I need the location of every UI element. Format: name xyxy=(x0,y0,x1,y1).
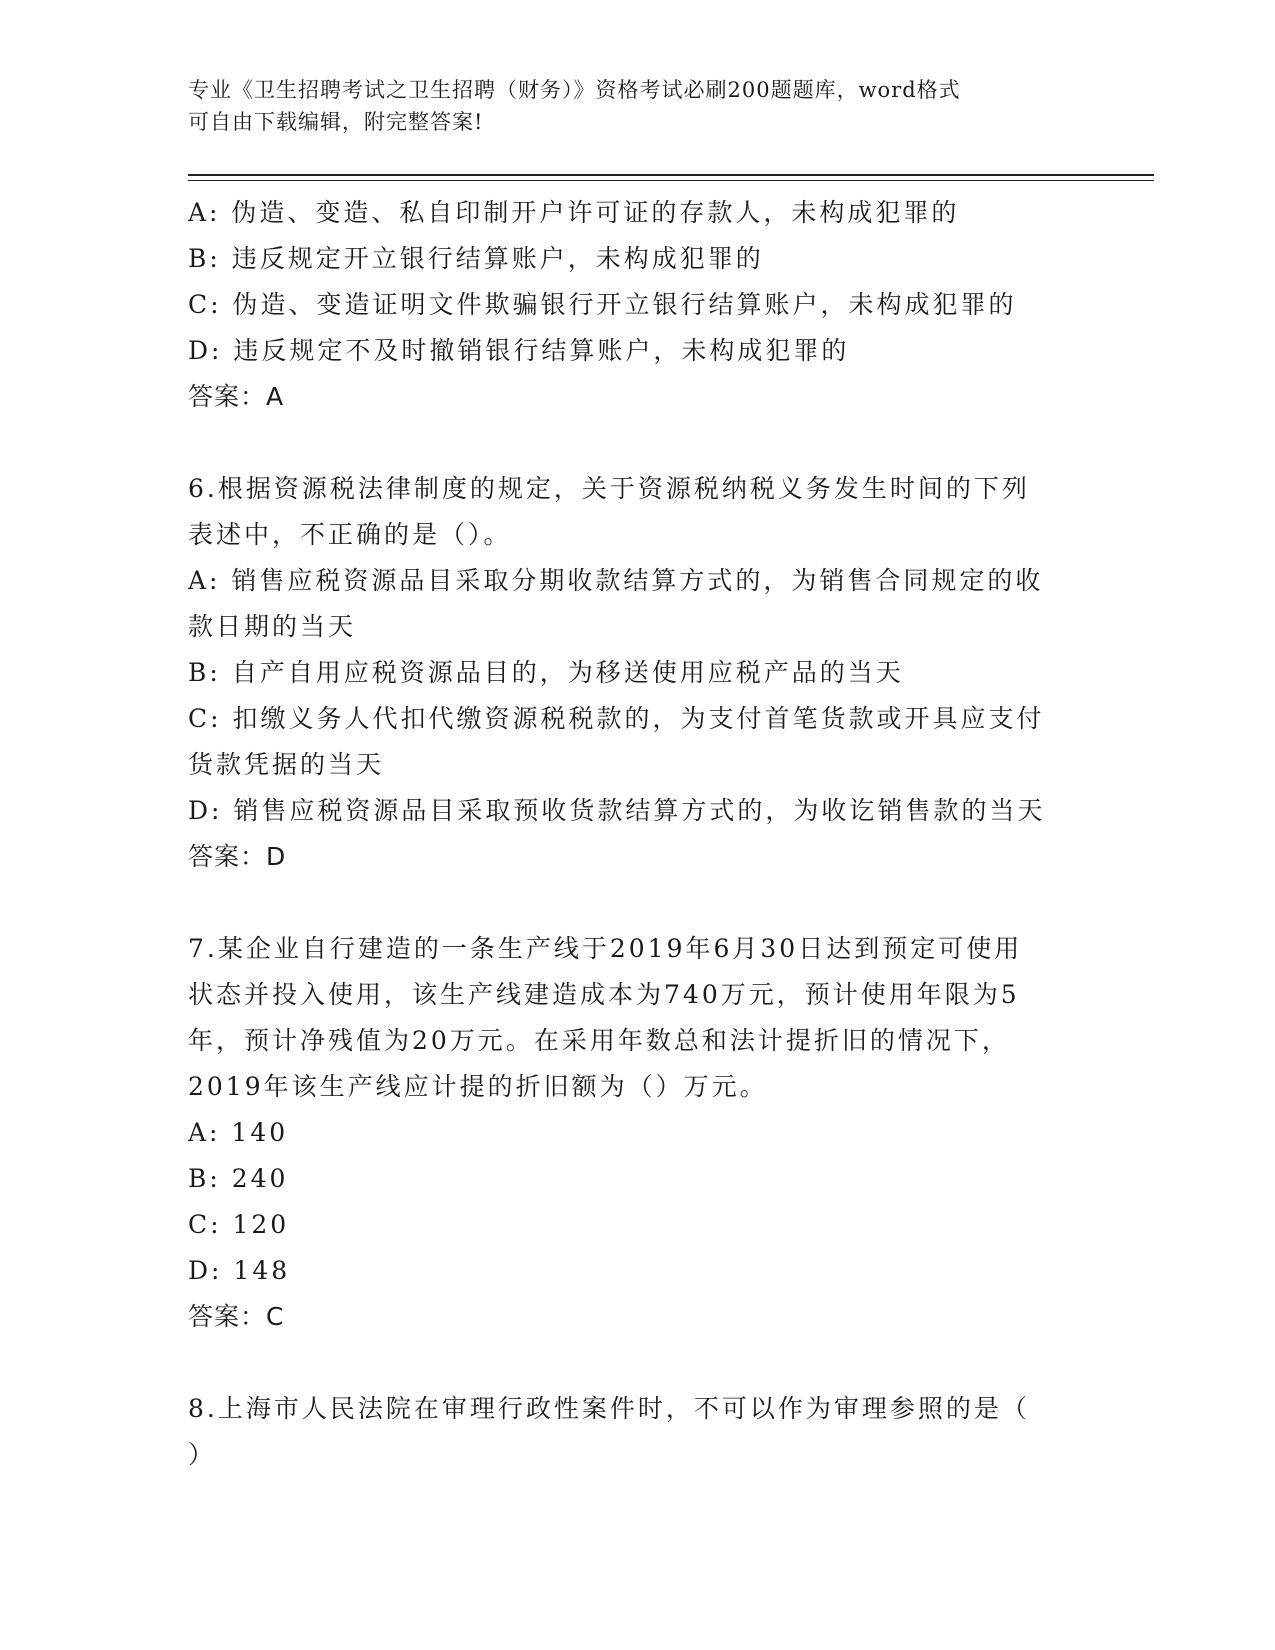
option-d: D: 销售应税资源品目采取预收货款结算方式的，为收讫销售款的当天 xyxy=(188,796,1046,825)
option-a-cont: 款日期的当天 xyxy=(188,612,357,641)
option-c-cont: 货款凭据的当天 xyxy=(188,750,385,779)
option-d: D: 148 xyxy=(188,1256,291,1285)
question-stem: 8.上海市人民法院在审理行政性案件时，不可以作为审理参照的是（ xyxy=(188,1394,1030,1423)
answer-line: 答案：D xyxy=(188,842,287,871)
question-stem: 状态并投入使用，该生产线建造成本为740万元，预计使用年限为5 xyxy=(188,980,1020,1009)
option-a: A: 140 xyxy=(188,1118,289,1147)
question-stem: 7.某企业自行建造的一条生产线于2019年6月30日达到预定可使用 xyxy=(188,934,1023,963)
spacer xyxy=(188,880,1088,926)
question-8 xyxy=(188,1386,1088,1478)
header-line: 可自由下载编辑，附完整答案! xyxy=(188,110,484,134)
question-6 xyxy=(188,466,1088,880)
answer-line: 答案：A xyxy=(188,382,285,411)
option-d: D: 违反规定不及时撤销银行结算账户，未构成犯罪的 xyxy=(188,336,850,365)
question-stem: 2019年该生产线应计提的折旧额为（）万元。 xyxy=(188,1072,768,1101)
option-c: C: 扣缴义务人代扣代缴资源税税款的，为支付首笔货款或开具应支付 xyxy=(188,704,1045,733)
spacer xyxy=(188,420,1088,466)
question-7 xyxy=(188,926,1088,1340)
option-a: A: 伪造、变造、私自印制开户许可证的存款人，未构成犯罪的 xyxy=(188,198,960,227)
question-stem: 表述中，不正确的是（）。 xyxy=(188,520,512,549)
question-stem: 6.根据资源税法律制度的规定，关于资源税纳税义务发生时间的下列 xyxy=(188,474,1030,503)
option-b: B: 自产自用应税资源品目的，为移送使用应税产品的当天 xyxy=(188,658,904,687)
option-a: A: 销售应税资源品目采取分期收款结算方式的，为销售合同规定的收 xyxy=(188,566,1044,595)
document-header xyxy=(188,74,1088,138)
option-c: C: 120 xyxy=(188,1210,290,1239)
option-c: C: 伪造、变造证明文件欺骗银行开立银行结算账户，未构成犯罪的 xyxy=(188,290,1017,319)
question-5 xyxy=(188,190,1088,420)
header-divider-thick xyxy=(188,174,1154,176)
option-b: B: 240 xyxy=(188,1164,289,1193)
spacer xyxy=(188,1340,1088,1386)
question-stem: 年，预计净残值为20万元。在采用年数总和法计提折旧的情况下， xyxy=(188,1026,1010,1055)
option-b: B: 违反规定开立银行结算账户，未构成犯罪的 xyxy=(188,244,764,273)
header-line: 专业《卫生招聘考试之卫生招聘（财务）》资格考试必刷200题题库，word格式 xyxy=(188,78,961,102)
question-list xyxy=(188,190,1088,1478)
question-stem: ） xyxy=(188,1440,217,1469)
answer-line: 答案：C xyxy=(188,1302,285,1331)
header-divider-thin xyxy=(188,180,1154,181)
